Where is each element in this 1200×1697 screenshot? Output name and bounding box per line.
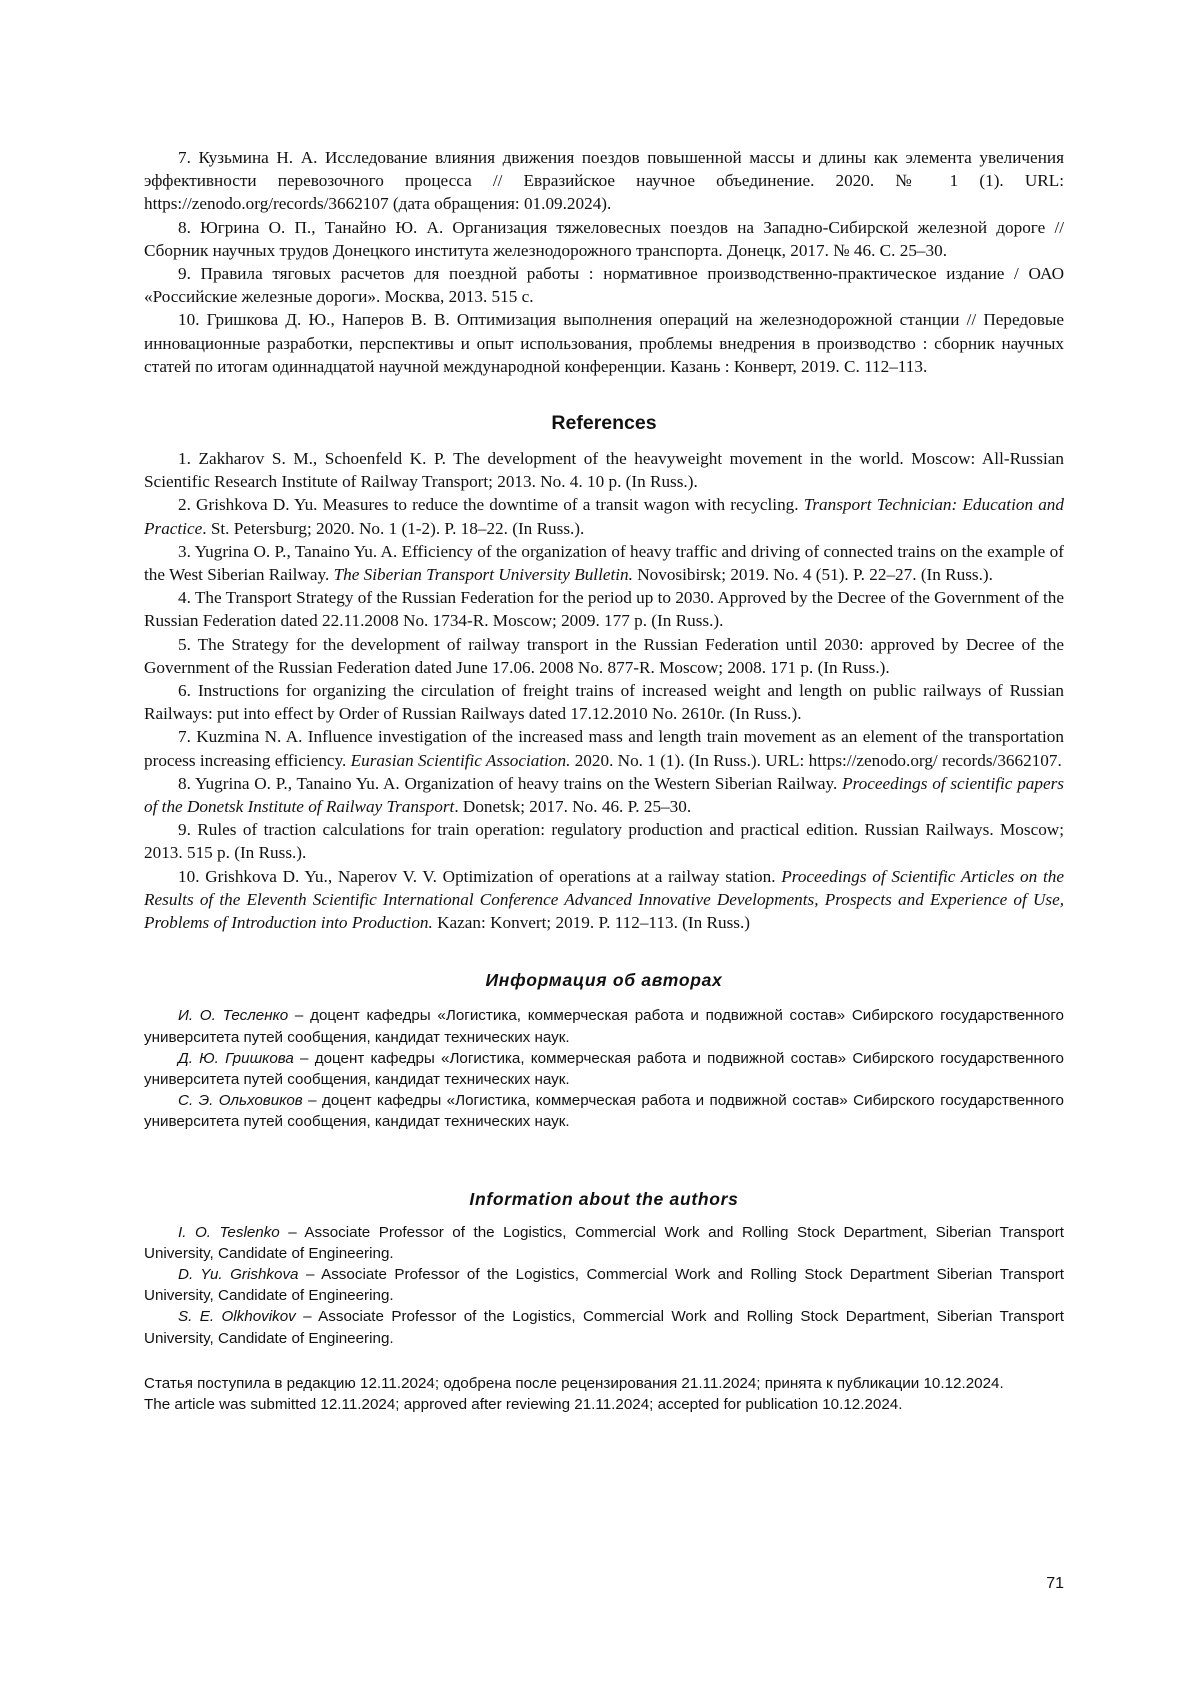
ru-reference-8: 8. Югрина О. П., Танайно Ю. А. Организация тяжеловесных поездов на Западно-Сибирской железной дороге // Сборник научных трудов Донецкого института железнодорожного транспорта. Донецк, 2017. № 46. С. 25–30. — [144, 216, 1064, 262]
reference-9 — [144, 818, 1064, 864]
author-name: Д. Ю. Гришкова — [178, 1050, 294, 1067]
reference-source: The Siberian Transport University Bulletin. — [334, 565, 633, 584]
reference-3 — [144, 540, 1064, 586]
author-en-1 — [144, 1222, 1064, 1264]
author-en-2 — [144, 1264, 1064, 1306]
reference-text-tail: 2020. No. 1 (1). (In Russ.). URL: https://zenodo.org/ records/3662107. — [570, 751, 1061, 770]
reference-text: 2. Grishkova D. Yu. Measures to reduce the downtime of a transit wagon with recycling. — [178, 495, 804, 514]
reference-source: Transport Technician: Education and Practice — [144, 495, 1064, 537]
page-number: 71 — [1030, 1575, 1064, 1593]
article-dates — [144, 1373, 1064, 1415]
reference-4 — [144, 586, 1064, 632]
author-name: С. Э. Ольховиков — [178, 1092, 303, 1109]
russian-reference-list — [144, 146, 1064, 378]
reference-text: 1. Zakharov S. M., Schoenfeld K. P. The development of the heavyweight movement in the world. Moscow: All-Russian Scientific Research Institute of Railway Transport; 2013. No. 4. 10 p. (In Russ.). — [144, 449, 1064, 491]
reference-source: Eurasian Scientific Association. — [351, 751, 571, 770]
author-description: – доцент кафедры «Логистика, коммерческая работа и подвижной состав» Сибирского государственного университета путей сообщения, кандидат технических наук. — [144, 1092, 1064, 1130]
authors-ru-list — [144, 1005, 1064, 1132]
ru-reference-9: 9. Правила тяговых расчетов для поездной работы : нормативное производственно-практическое издание / ОАО «Российские железные дороги». Москва, 2013. 515 с. — [144, 262, 1064, 308]
english-reference-list — [144, 447, 1064, 934]
reference-5 — [144, 633, 1064, 679]
reference-text: 5. The Strategy for the development of railway transport in the Russian Federation until 2030: approved by Decree of the Government of the Russian Federation dated June 17.06. 2008 No. 877-R. Moscow; 2008. 171 p. (In Russ.). — [144, 635, 1064, 677]
dates-en: The article was submitted 12.11.2024; approved after reviewing 21.11.2024; accepted for publication 10.12.2024. — [144, 1394, 1064, 1415]
authors-ru-heading: Информация об авторах — [144, 970, 1064, 991]
author-description: – доцент кафедры «Логистика, коммерческая работа и подвижной состав» Сибирского государственного университета путей сообщения, кандидат технических наук. — [144, 1007, 1064, 1045]
reference-10 — [144, 865, 1064, 935]
ru-reference-7: 7. Кузьмина Н. А. Исследование влияния движения поездов повышенной массы и длины как элемента увеличения эффективности перевозочного процесса // Евразийское научное объединение. 2020. № 1 (1). URL: https://zenodo.org/records/3662107 (дата обращения: 01.09.2024). — [144, 146, 1064, 216]
reference-source: Proceedings of scientific papers of the Donetsk Institute of Railway Transport — [144, 774, 1064, 816]
author-description: – доцент кафедры «Логистика, коммерческая работа и подвижной состав» Сибирского государственного университета путей сообщения, кандидат технических наук. — [144, 1050, 1064, 1088]
author-description: – Associate Professor of the Logistics, Commercial Work and Rolling Stock Department, Siberian Transport University, Candidate of Engineering. — [144, 1308, 1064, 1346]
author-description: – Associate Professor of the Logistics, Commercial Work and Rolling Stock Department Siberian Transport University, Candidate of Engineering. — [144, 1266, 1064, 1304]
references-heading: References — [144, 412, 1064, 435]
reference-7 — [144, 725, 1064, 771]
authors-en-list — [144, 1222, 1064, 1349]
ru-reference-10: 10. Гришкова Д. Ю., Наперов В. В. Оптимизация выполнения операций на железнодорожной станции // Передовые инновационные разработки, перспективы и опыт использования, проблемы внедрения в производство : сборник научных статей по итогам одиннадцатой научной международной конференции. Казань : Конверт, 2019. С. 112–113. — [144, 308, 1064, 378]
author-name: И. О. Тесленко — [178, 1007, 288, 1024]
reference-text: 7. Kuzmina N. A. Influence investigation of the increased mass and length train movement as an element of the transportation process increasing efficiency. — [144, 727, 1064, 769]
reference-text: 3. Yugrina O. P., Tanaino Yu. A. Efficiency of the organization of heavy traffic and driving of connected trains on the example of the West Siberian Railway. — [144, 542, 1064, 584]
reference-text: 6. Instructions for organizing the circulation of freight trains of increased weight and length on public railways of Russian Railways: put into effect by Order of Russian Railways dated 17.12.2010 No. 2610r. (In Russ.). — [144, 681, 1064, 723]
author-name: S. E. Olkhovikov — [178, 1308, 296, 1325]
author-ru-1 — [144, 1005, 1064, 1047]
reference-text-tail: . St. Petersburg; 2020. No. 1 (1-2). P. 18–22. (In Russ.). — [202, 519, 584, 538]
author-en-3 — [144, 1306, 1064, 1348]
author-description: – Associate Professor of the Logistics, Commercial Work and Rolling Stock Department, Siberian Transport University, Candidate of Engineering. — [144, 1224, 1064, 1262]
reference-source: Proceedings of Scientific Articles on the Results of the Eleventh Scientific International Conference Advanced Innovative Developments, Prospects and Experience of Use, Problems of Introduction into Production. — [144, 867, 1064, 932]
reference-6 — [144, 679, 1064, 725]
reference-text: 9. Rules of traction calculations for train operation: regulatory production and practical edition. Russian Railways. Moscow; 2013. 515 p. (In Russ.). — [144, 820, 1064, 862]
page-content — [144, 146, 1064, 1415]
reference-text-tail: . Donetsk; 2017. No. 46. P. 25–30. — [454, 797, 691, 816]
author-ru-2 — [144, 1048, 1064, 1090]
author-ru-3 — [144, 1090, 1064, 1132]
reference-8 — [144, 772, 1064, 818]
author-name: D. Yu. Grishkova — [178, 1266, 299, 1283]
reference-2 — [144, 493, 1064, 539]
reference-text: 8. Yugrina O. P., Tanaino Yu. A. Organization of heavy trains on the Western Siberian Railway. — [178, 774, 842, 793]
authors-en-heading: Information about the authors — [144, 1189, 1064, 1210]
reference-text: 10. Grishkova D. Yu., Naperov V. V. Optimization of operations at a railway station. — [178, 867, 781, 886]
reference-text: 4. The Transport Strategy of the Russian Federation for the period up to 2030. Approved by the Decree of the Government of the Russian Federation dated 22.11.2008 No. 1734-R. Moscow; 2009. 177 p. (In Russ.). — [144, 588, 1064, 630]
reference-text-tail: Kazan: Konvert; 2019. P. 112–113. (In Russ.) — [433, 913, 750, 932]
dates-ru: Статья поступила в редакцию 12.11.2024; одобрена после рецензирования 21.11.2024; принята к публикации 10.12.2024. — [144, 1373, 1064, 1394]
reference-1 — [144, 447, 1064, 493]
author-name: I. O. Teslenko — [178, 1224, 280, 1241]
reference-text-tail: Novosibirsk; 2019. No. 4 (51). P. 22–27. (In Russ.). — [633, 565, 993, 584]
